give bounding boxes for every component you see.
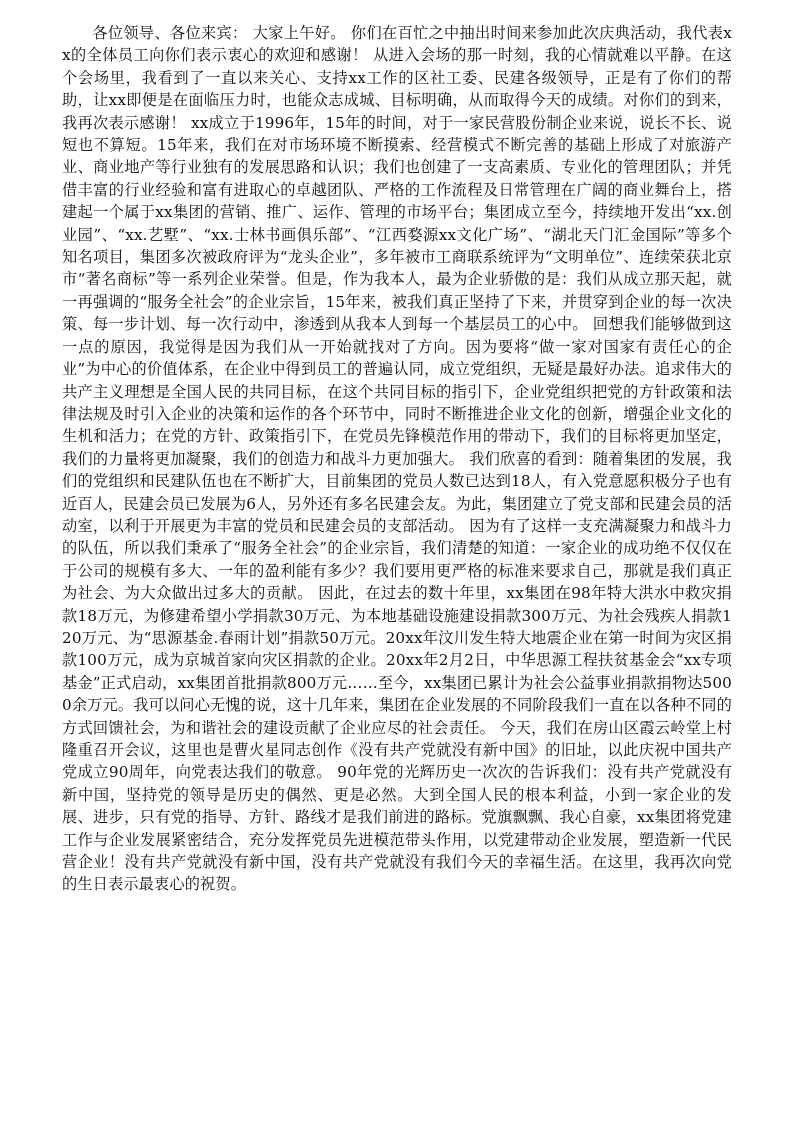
speech-body-paragraph: 各位领导、各位来宾： 大家上午好。 你们在百忙之中抽出时间来参加此次庆典活动，我代表xx的全体员工向你们表示衷心的欢迎和感谢！ 从进入会场的那一时刻，我的心情就难以平静。在这个会场里，我看到了一直以来关心、支持xx工作的区社工委、民建各级领导，正是有了你们的帮助，让xx即便是在面临压力时，也能众志成城、目标明确，从而取得今天的成绩。对你们的到来，我再次表示感谢！ xx成立于1996年，15年的时间，对于一家民营股份制企业来说，说长不长、说短也不算短。15年来，我们在对市场环境不断摸索、经营模式不断完善的基础上形成了对旅游产业、商业地产等行业独有的发展思路和认识；我们也创建了一支高素质、专业化的管理团队；并凭借丰富的行业经验和富有进取心的卓越团队、严格的工作流程及日常管理在广阔的商业舞台上，搭建起一个属于xx集团的营销、推广、运作、管理的市场平台；集团成立至今，持续地开发出“xx.创业园”、“xx.艺墅”、“xx.士林书画俱乐部”、“江西婺源xx文化广场”、“湖北天门汇金国际”等多个知名项目，集团多次被政府评为“龙头企业”，多年被市工商联系统评为“文明单位”、连续荣获北京市“著名商标”等一系列企业荣誉。但是，作为我本人，最为企业骄傲的是：我们从成立那天起，就一再强调的“服务全社会”的企业宗旨，15年来，被我们真正坚持了下来，并贯穿到企业的每一次决策、每一步计划、每一次行动中，渗透到从我本人到每一个基层员工的心中。 回想我们能够做到这一点的原因，我觉得是因为我们从一开始就找对了方向。因为要将“做一家对国家有责任心的企业”为中心的价值体系，在企业中得到员工的普遍认同，成立党组织，无疑是最好办法。追求伟大的共产主义理想是全国人民的共同目标，在这个共同目标的指引下，企业党组织把党的方针政策和法律法规及时引入企业的决策和运作的各个环节中，同时不断推进企业文化的创新，增强企业文化的生机和活力；在党的方针、政策指引下，在党员先锋模范作用的带动下，我们的目标将更加坚定，我们的力量将更加凝聚，我们的创造力和战斗力更加强大。 我们欣喜的看到：随着集团的发展，我们的党组织和民建队伍也在不断扩大，目前集团的党员人数已达到18人，有入党意愿积极分子也有近百人，民建会员已发展为6人，另外还有多名民建会友。为此，集团建立了党支部和民建会员的活动室，以利于开展更为丰富的党员和民建会员的支部活动。 因为有了这样一支充满凝聚力和战斗力的队伍，所以我们秉承了“服务全社会”的企业宗旨，我们清楚的知道：一家企业的成功绝不仅仅在于公司的规模有多大、一年的盈利能有多少？我们要用更严格的标准来要求自己，那就是我们真正为社会、为大众做出过多大的贡献。 因此，在过去的数十年里，xx集团在98年特大洪水中救灾捐款18万元，为修建希望小学捐款30万元、为本地基础设施建设捐款300万元、为社会残疾人捐款120万元、为“思源基金.春雨计划”捐款50万元。20xx年汶川发生特大地震企业在第一时间为灾区捐款100万元，成为京城首家向灾区捐款的企业。20xx年2月2日，中华思源工程扶贫基金会“xx专项基金”正式启动，xx集团首批捐款800万元……至今，xx集团已累计为社会公益事业捐款捐物达5000余万元。我可以问心无愧的说，这十几年来，集团在企业发展的不同阶段我们一直在以各种不同的方式回馈社会，为和谐社会的建设贡献了企业应尽的社会责任。 今天，我们在房山区霞云岭堂上村隆重召开会议，这里也是曹火星同志创作《没有共产党就没有新中国》的旧址，以此庆祝中国共产党成立90周年，向党表达我们的敬意。 90年党的光辉历史一次次的告诉我们：没有共产党就没有新中国，坚持党的领导是历史的偶然、更是必然。大到全国人民的根本利益，小到一家企业的发展、进步，只有党的指导、方针、路线才是我们前进的路标。党旗飘飘、我心自豪，xx集团将党建工作与企业发展紧密结合，充分发挥党员先进模范带头作用，以党建带动企业发展，塑造新一代民营企业！没有共产党就没有新中国，没有共产党就没有我们今天的幸福生活。在这里，我再次向党的生日表示最衷心的祝贺。: [62, 24, 732, 894]
